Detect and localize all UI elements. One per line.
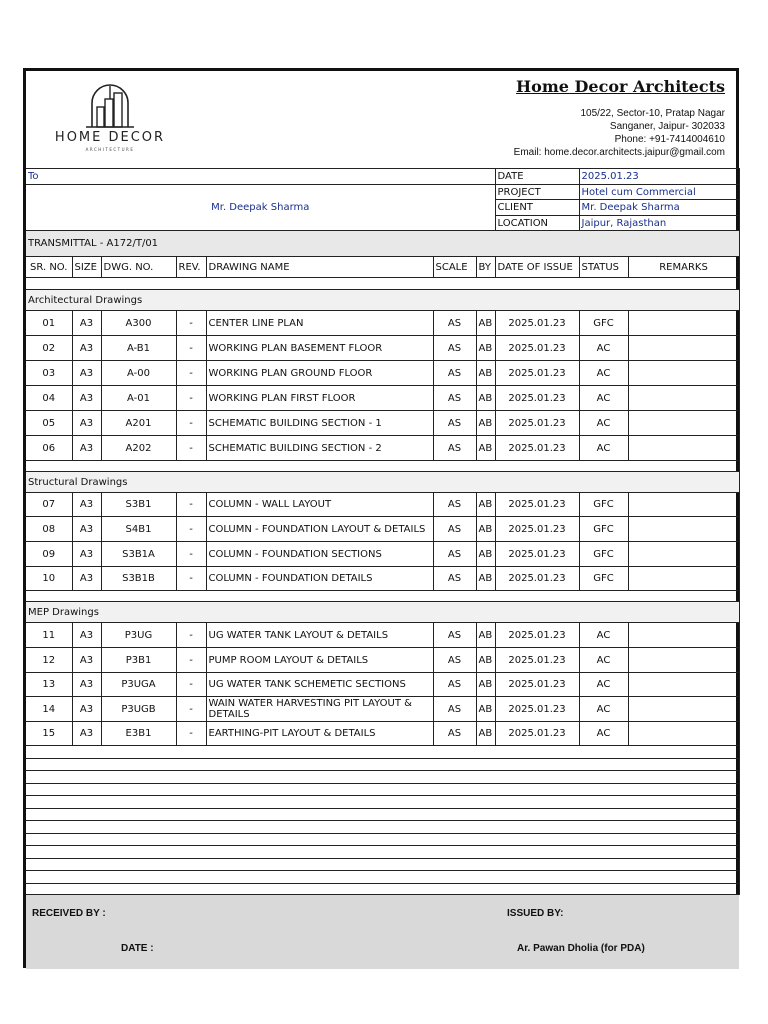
size-cell: A3 — [72, 673, 101, 697]
sr-no-cell: 01 — [26, 311, 72, 336]
dwg-no-cell: E3B1 — [101, 722, 176, 746]
blank-cell — [26, 833, 739, 846]
section-title-row — [26, 602, 739, 623]
by-cell: AB — [476, 542, 495, 567]
status-cell: AC — [579, 648, 628, 673]
rev-cell: - — [176, 411, 206, 436]
location-value: Jaipur, Rajasthan — [579, 216, 739, 231]
scale-cell: AS — [433, 311, 476, 336]
by-cell: AB — [476, 623, 495, 648]
blank-cell — [26, 883, 739, 894]
rev-cell: - — [176, 722, 206, 746]
remarks-cell — [628, 567, 739, 591]
blank-cell — [26, 591, 739, 602]
transmittal-sheet — [23, 68, 739, 968]
sr-no-cell: 11 — [26, 623, 72, 648]
remarks-cell — [628, 361, 739, 386]
scale-cell: AS — [433, 673, 476, 697]
status-cell: AC — [579, 436, 628, 461]
drawing-row — [26, 411, 739, 436]
remarks-cell — [628, 623, 739, 648]
sr-no-cell: 10 — [26, 567, 72, 591]
blank-row — [26, 883, 739, 894]
section-title-row — [26, 472, 739, 493]
date-of-issue-cell: 2025.01.23 — [495, 493, 579, 517]
blank-row — [26, 746, 739, 759]
drawing-row — [26, 336, 739, 361]
date-of-issue-cell: 2025.01.23 — [495, 623, 579, 648]
status-cell: AC — [579, 697, 628, 722]
sr-no-cell: 05 — [26, 411, 72, 436]
rev-cell: - — [176, 436, 206, 461]
remarks-cell — [628, 542, 739, 567]
col-header-dwg-no: DWG. NO. — [101, 257, 176, 278]
drawing-name-cell: UG WATER TANK LAYOUT & DETAILS — [206, 623, 433, 648]
col-header-scale: SCALE — [433, 257, 476, 278]
drawing-name-cell: COLUMN - FOUNDATION SECTIONS — [206, 542, 433, 567]
blank-row — [26, 858, 739, 871]
drawing-name-cell: COLUMN - FOUNDATION LAYOUT & DETAILS — [206, 517, 433, 542]
drawing-row — [26, 567, 739, 591]
remarks-cell — [628, 436, 739, 461]
blank-row — [26, 833, 739, 846]
blank-cell — [26, 808, 739, 821]
by-cell: AB — [476, 517, 495, 542]
blank-row — [26, 871, 739, 884]
scale-cell: AS — [433, 697, 476, 722]
date-of-issue-cell: 2025.01.23 — [495, 722, 579, 746]
remarks-cell — [628, 673, 739, 697]
remarks-cell — [628, 411, 739, 436]
remarks-cell — [628, 336, 739, 361]
by-cell: AB — [476, 493, 495, 517]
size-cell: A3 — [72, 567, 101, 591]
blank-cell — [26, 746, 739, 759]
size-cell: A3 — [72, 336, 101, 361]
drawing-name-cell: CENTER LINE PLAN — [206, 311, 433, 336]
column-header-row — [26, 257, 739, 278]
dwg-no-cell: S3B1 — [101, 493, 176, 517]
drawing-name-cell: PUMP ROOM LAYOUT & DETAILS — [206, 648, 433, 673]
rev-cell: - — [176, 542, 206, 567]
section-title: Structural Drawings — [26, 472, 739, 493]
date-of-issue-cell: 2025.01.23 — [495, 567, 579, 591]
col-header-remarks: REMARKS — [628, 257, 739, 278]
rev-cell: - — [176, 386, 206, 411]
by-cell: AB — [476, 567, 495, 591]
sr-no-cell: 09 — [26, 542, 72, 567]
date-of-issue-cell: 2025.01.23 — [495, 436, 579, 461]
blank-cell — [26, 783, 739, 796]
size-cell: A3 — [72, 411, 101, 436]
col-header-by: BY — [476, 257, 495, 278]
company-logo — [44, 81, 176, 167]
blank-cell — [26, 796, 739, 809]
dwg-no-cell: S3B1A — [101, 542, 176, 567]
size-cell: A3 — [72, 311, 101, 336]
status-cell: GFC — [579, 517, 628, 542]
logo-subtitle: ARCHITECTURE — [85, 147, 135, 152]
status-cell: AC — [579, 336, 628, 361]
remarks-cell — [628, 311, 739, 336]
drawing-row — [26, 542, 739, 567]
sr-no-cell: 03 — [26, 361, 72, 386]
drawing-name-cell: COLUMN - FOUNDATION DETAILS — [206, 567, 433, 591]
dwg-no-cell: P3B1 — [101, 648, 176, 673]
letterhead — [26, 71, 736, 169]
rev-cell: - — [176, 673, 206, 697]
spacer-row — [26, 591, 739, 602]
dwg-no-cell: A202 — [101, 436, 176, 461]
drawing-row — [26, 436, 739, 461]
by-cell: AB — [476, 361, 495, 386]
scale-cell: AS — [433, 567, 476, 591]
issued-by-label: ISSUED BY: — [507, 908, 564, 919]
col-header-date-of-issue: DATE OF ISSUE — [495, 257, 579, 278]
client-value: Mr. Deepak Sharma — [579, 200, 739, 216]
sr-no-cell: 02 — [26, 336, 72, 361]
location-label: LOCATION — [495, 216, 579, 231]
blank-cell — [26, 461, 739, 472]
project-label: PROJECT — [495, 185, 579, 200]
scale-cell: AS — [433, 648, 476, 673]
rev-cell: - — [176, 648, 206, 673]
drawing-name-cell: SCHEMATIC BUILDING SECTION - 2 — [206, 436, 433, 461]
size-cell: A3 — [72, 697, 101, 722]
scale-cell: AS — [433, 722, 476, 746]
by-cell: AB — [476, 722, 495, 746]
status-cell: AC — [579, 673, 628, 697]
scale-cell: AS — [433, 493, 476, 517]
size-cell: A3 — [72, 722, 101, 746]
firm-address — [514, 107, 725, 159]
date-of-issue-cell: 2025.01.23 — [495, 311, 579, 336]
spacer-row — [26, 278, 739, 290]
status-cell: GFC — [579, 542, 628, 567]
date-of-issue-cell: 2025.01.23 — [495, 386, 579, 411]
received-by-label: RECEIVED BY : — [32, 908, 106, 919]
blank-row — [26, 758, 739, 771]
rev-cell: - — [176, 336, 206, 361]
project-value: Hotel cum Commercial — [579, 185, 739, 200]
by-cell: AB — [476, 648, 495, 673]
drawing-row — [26, 386, 739, 411]
address-line-1: 105/22, Sector-10, Pratap Nagar — [580, 108, 725, 119]
col-header-size: SIZE — [72, 257, 101, 278]
drawing-name-cell: EARTHING-PIT LAYOUT & DETAILS — [206, 722, 433, 746]
spacer-row — [26, 461, 739, 472]
drawing-register-table — [26, 256, 740, 895]
email-line: Email: home.decor.architects.jaipur@gmail.com — [513, 147, 725, 158]
by-cell: AB — [476, 411, 495, 436]
dwg-no-cell: A-00 — [101, 361, 176, 386]
status-cell: AC — [579, 623, 628, 648]
col-header-rev: REV. — [176, 257, 206, 278]
blank-cell — [26, 821, 739, 834]
remarks-cell — [628, 493, 739, 517]
remarks-cell — [628, 722, 739, 746]
date-of-issue-cell: 2025.01.23 — [495, 517, 579, 542]
date-label: DATE — [495, 169, 579, 185]
firm-name: Home Decor Architects — [516, 77, 725, 96]
rev-cell: - — [176, 517, 206, 542]
section-title: Architectural Drawings — [26, 290, 739, 311]
status-cell: AC — [579, 411, 628, 436]
status-cell: AC — [579, 722, 628, 746]
sr-no-cell: 15 — [26, 722, 72, 746]
status-cell: GFC — [579, 493, 628, 517]
rev-cell: - — [176, 697, 206, 722]
status-cell: AC — [579, 361, 628, 386]
blank-row — [26, 771, 739, 784]
dwg-no-cell: A300 — [101, 311, 176, 336]
sr-no-cell: 06 — [26, 436, 72, 461]
drawing-row — [26, 673, 739, 697]
drawing-name-cell: COLUMN - WALL LAYOUT — [206, 493, 433, 517]
signature-footer — [26, 894, 739, 969]
rev-cell: - — [176, 493, 206, 517]
status-cell: GFC — [579, 311, 628, 336]
client-label: CLIENT — [495, 200, 579, 216]
date-of-issue-cell: 2025.01.23 — [495, 361, 579, 386]
size-cell: A3 — [72, 623, 101, 648]
section-title: MEP Drawings — [26, 602, 739, 623]
sr-no-cell: 14 — [26, 697, 72, 722]
blank-cell — [26, 871, 739, 884]
logo-name: HOME DECOR — [54, 130, 166, 145]
blank-row — [26, 808, 739, 821]
drawing-row — [26, 311, 739, 336]
rev-cell: - — [176, 623, 206, 648]
sr-no-cell: 07 — [26, 493, 72, 517]
dwg-no-cell: S3B1B — [101, 567, 176, 591]
dwg-no-cell: A-B1 — [101, 336, 176, 361]
status-cell: AC — [579, 386, 628, 411]
date-of-issue-cell: 2025.01.23 — [495, 336, 579, 361]
remarks-cell — [628, 517, 739, 542]
size-cell: A3 — [72, 493, 101, 517]
dwg-no-cell: P3UGB — [101, 697, 176, 722]
scale-cell: AS — [433, 361, 476, 386]
drawing-name-cell: WORKING PLAN GROUND FLOOR — [206, 361, 433, 386]
recipient-name: Mr. Deepak Sharma — [26, 185, 495, 231]
dwg-no-cell: A-01 — [101, 386, 176, 411]
dwg-no-cell: P3UGA — [101, 673, 176, 697]
blank-row — [26, 821, 739, 834]
date-of-issue-cell: 2025.01.23 — [495, 542, 579, 567]
drawing-row — [26, 517, 739, 542]
scale-cell: AS — [433, 336, 476, 361]
status-cell: GFC — [579, 567, 628, 591]
footer-date-label: DATE : — [121, 943, 154, 954]
rev-cell: - — [176, 311, 206, 336]
scale-cell: AS — [433, 436, 476, 461]
by-cell: AB — [476, 311, 495, 336]
blank-cell — [26, 858, 739, 871]
drawing-row — [26, 648, 739, 673]
size-cell: A3 — [72, 517, 101, 542]
blank-row — [26, 846, 739, 859]
size-cell: A3 — [72, 648, 101, 673]
drawing-row — [26, 493, 739, 517]
col-header-sr-no: SR. NO. — [26, 257, 72, 278]
scale-cell: AS — [433, 542, 476, 567]
by-cell: AB — [476, 673, 495, 697]
by-cell: AB — [476, 386, 495, 411]
size-cell: A3 — [72, 436, 101, 461]
blank-cell — [26, 846, 739, 859]
drawing-name-cell: UG WATER TANK SCHEMETIC SECTIONS — [206, 673, 433, 697]
rev-cell: - — [176, 361, 206, 386]
blank-cell — [26, 278, 739, 290]
drawing-name-cell: WORKING PLAN FIRST FLOOR — [206, 386, 433, 411]
by-cell: AB — [476, 697, 495, 722]
transmittal-number: TRANSMITTAL - A172/T/01 — [26, 231, 739, 257]
date-of-issue-cell: 2025.01.23 — [495, 673, 579, 697]
remarks-cell — [628, 386, 739, 411]
sr-no-cell: 04 — [26, 386, 72, 411]
section-title-row — [26, 290, 739, 311]
size-cell: A3 — [72, 386, 101, 411]
remarks-cell — [628, 648, 739, 673]
drawing-row — [26, 722, 739, 746]
col-header-status: STATUS — [579, 257, 628, 278]
project-info-table — [26, 168, 740, 257]
rev-cell: - — [176, 567, 206, 591]
col-header-drawing-name: DRAWING NAME — [206, 257, 433, 278]
sr-no-cell: 13 — [26, 673, 72, 697]
date-of-issue-cell: 2025.01.23 — [495, 648, 579, 673]
scale-cell: AS — [433, 623, 476, 648]
to-label: To — [26, 169, 495, 185]
drawing-name-cell: WAIN WATER HARVESTING PIT LAYOUT & DETAILS — [206, 697, 433, 722]
drawing-name-cell: WORKING PLAN BASEMENT FLOOR — [206, 336, 433, 361]
size-cell: A3 — [72, 361, 101, 386]
drawing-row — [26, 697, 739, 722]
blank-row — [26, 783, 739, 796]
dwg-no-cell: S4B1 — [101, 517, 176, 542]
blank-cell — [26, 771, 739, 784]
remarks-cell — [628, 697, 739, 722]
scale-cell: AS — [433, 411, 476, 436]
size-cell: A3 — [72, 542, 101, 567]
drawing-row — [26, 623, 739, 648]
blank-row — [26, 796, 739, 809]
by-cell: AB — [476, 336, 495, 361]
drawing-row — [26, 361, 739, 386]
scale-cell: AS — [433, 517, 476, 542]
scale-cell: AS — [433, 386, 476, 411]
address-line-2: Sanganer, Jaipur- 302033 — [609, 121, 725, 132]
blank-cell — [26, 758, 739, 771]
building-logo-icon — [80, 81, 140, 129]
date-of-issue-cell: 2025.01.23 — [495, 411, 579, 436]
signatory-name: Ar. Pawan Dholia (for PDA) — [517, 943, 645, 954]
dwg-no-cell: A201 — [101, 411, 176, 436]
phone-line: Phone: +91-7414004610 — [614, 134, 725, 145]
dwg-no-cell: P3UG — [101, 623, 176, 648]
sr-no-cell: 12 — [26, 648, 72, 673]
sr-no-cell: 08 — [26, 517, 72, 542]
date-value: 2025.01.23 — [579, 169, 739, 185]
by-cell: AB — [476, 436, 495, 461]
drawing-name-cell: SCHEMATIC BUILDING SECTION - 1 — [206, 411, 433, 436]
date-of-issue-cell: 2025.01.23 — [495, 697, 579, 722]
